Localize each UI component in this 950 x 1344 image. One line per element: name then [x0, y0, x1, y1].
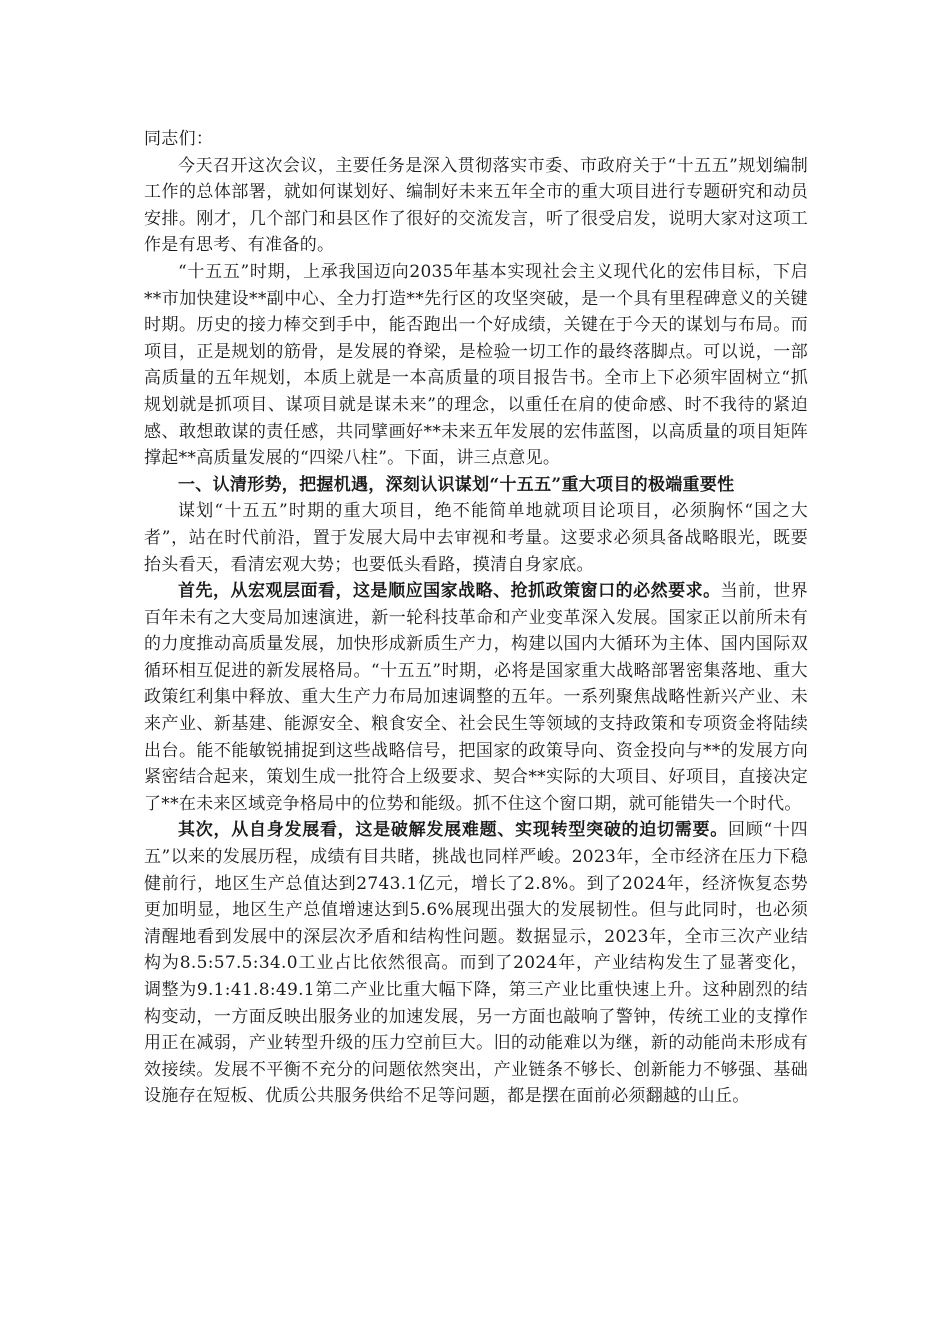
- paragraph-macro-body: 当前，世界百年未有之大变局加速演进，新一轮科技革命和产业变革深入发展。国家正以前所未有的力度推动高质量发展，加快形成新质生产力，构建以国内大循环为主体、国内国际双循环相互促进的新发展格局。“十五五”时期，必将是国家重大战略部署密集落地、重大政策红利集中释放、重大生产力布局加速调整的五年。一系列聚焦战略性新兴产业、未来产业、新基建、能源安全、粮食安全、社会民生等领域的支持政策和专项资金将陆续出台。能不能敏锐捕捉到这些战略信号，把国家的政策导向、资金投向与**的发展方向紧密结合起来，策划生成一批符合上级要求、契合**实际的大项目、好项目，直接决定了**在未来区域竞争格局中的位势和能级。抓不住这个窗口期，就可能错失一个时代。: [144, 581, 808, 814]
- document-page: [144, 126, 808, 1110]
- paragraph-context: “十五五”时期，上承我国迈向2035年基本实现社会主义现代化的宏伟目标，下启**市加快建设**副中心、全力打造**先行区的攻坚突破，是一个具有里程碑意义的关键时期。历史的接力棒交到手中，能否跑出一个好成绩，关键在于今天的谋划与布局。而项目，正是规划的筋骨，是发展的脊梁，是检验一切工作的最终落脚点。可以说，一部高质量的五年规划，本质上就是一本高质量的项目报告书。全市上下必须牢固树立“抓规划就是抓项目、谋项目就是谋未来”的理念，以重任在肩的使命感、时不我待的紧迫感、敢想敢谋的责任感，共同擘画好**未来五年发展的宏伟蓝图，以高质量的项目矩阵撑起**高质量发展的“四梁八柱”。下面，讲三点意见。: [144, 261, 808, 469]
- paragraph-self-development-lead: 其次，从自身发展看，这是破解发展难题、实现转型突破的迫切需要。: [178, 820, 729, 841]
- section-heading-1: 一、认清形势，把握机遇，深刻认识谋划“十五五”重大项目的极端重要性: [178, 474, 735, 495]
- paragraph-macro: [144, 578, 808, 817]
- paragraph-intro: 今天召开这次会议，主要任务是深入贯彻落实市委、市政府关于“十五五”规划编制工作的总体部署，就如何谋划好、编制好未来五年全市的重大项目进行专题研究和动员安排。刚才，几个部门和县区作了很好的交流发言，听了很受启发，说明大家对这项工作是有思考、有准备的。: [144, 155, 808, 256]
- paragraph-self-development: [144, 817, 808, 1110]
- paragraph-self-development-body: 回顾“十四五”以来的发展历程，成绩有目共睹，挑战也同样严峻。2023年，全市经济在压力下稳健前行，地区生产总值达到2743.1亿元，增长了2.8%。到了2024年，经济恢复态势更加明显，地区生产总值增速达到5.6%展现出强大的发展韧性。但与此同时，也必须清醒地看到发展中的深层次矛盾和结构性问题。数据显示，2023年，全市三次产业结构为8.5:57.5:34.0工业占比依然很高。而到了2024年，产业结构发生了显著变化，调整为9.1:41.8:49.1第二产业比重大幅下降，第三产业比重快速上升。这种剧烈的结构变动，一方面反映出服务业的加速发展，另一方面也敲响了警钟，传统工业的支撑作用正在减弱，产业转型升级的压力空前巨大。旧的动能难以为继，新的动能尚未形成有效接续。发展不平衡不充分的问题依然突出，产业链条不够长、创新能力不够强、基础设施存在短板、优质公共服务供给不足等问题，都是摆在面前必须翻越的山丘。: [144, 820, 808, 1107]
- paragraph-section-1-intro: 谋划“十五五”时期的重大项目，绝不能简单地就项目论项目，必须胸怀“国之大者”，站在时代前沿，置于发展大局中去审视和考量。这要求必须具备战略眼光，既要抬头看天，看清宏观大势；也要低头看路，摸清自身家底。: [144, 501, 808, 575]
- salutation: 同志们：: [144, 129, 214, 149]
- paragraph-macro-lead: 首先，从宏观层面看，这是顺应国家战略、抢抓政策窗口的必然要求。: [178, 581, 721, 602]
